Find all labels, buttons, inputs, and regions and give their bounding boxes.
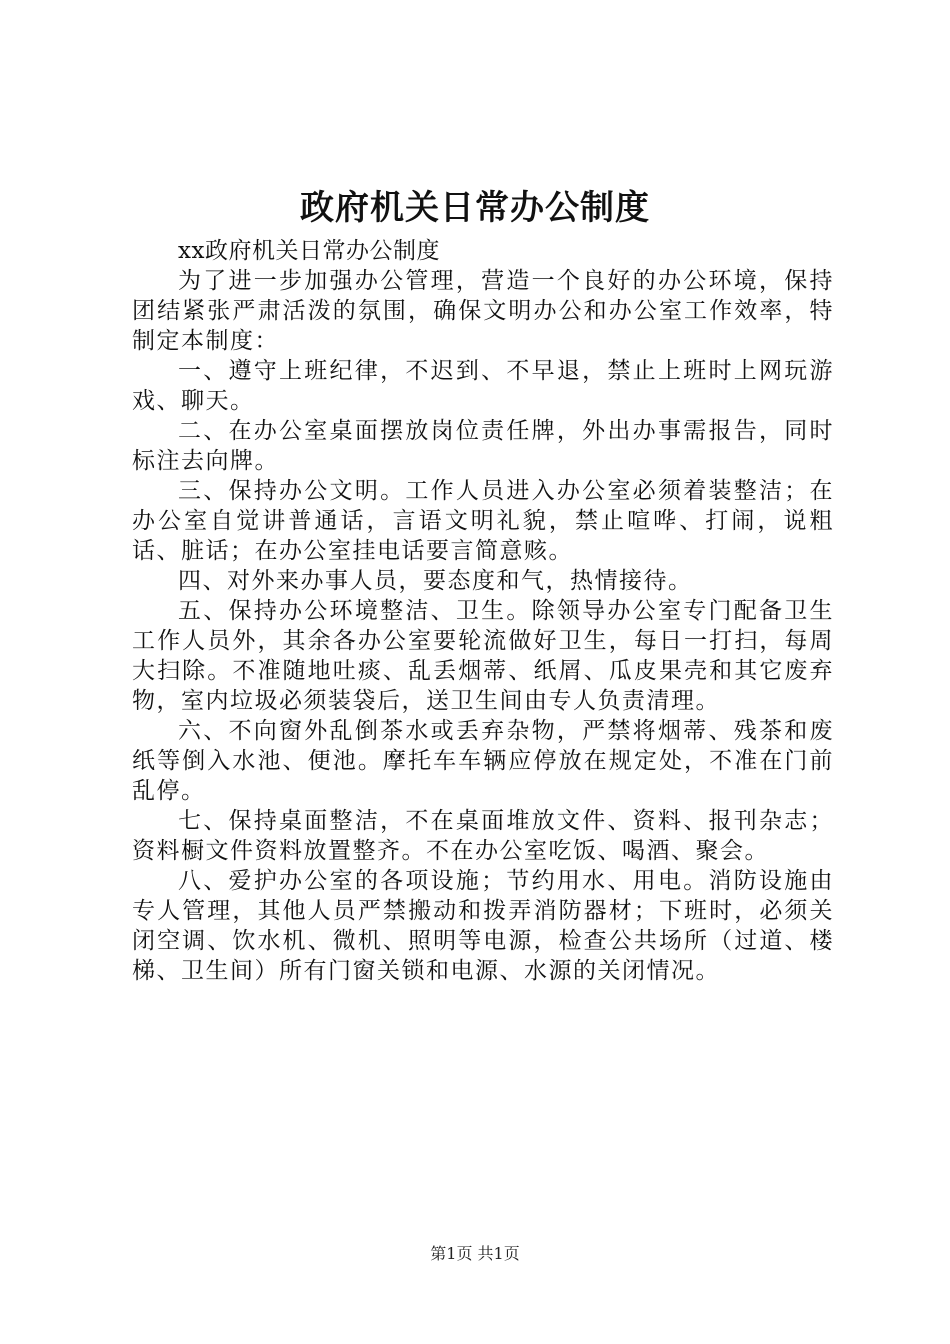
page-footer: 第1页 共1页 — [430, 1244, 520, 1263]
rule-paragraph-8: 八、爱护办公室的各项设施；节约用水、用电。消防设施由专人管理，其他人员严禁搬动和拨弄消防器材；下班时，必须关闭空调、饮水机、微机、照明等电源，检查公共场所（过道、楼梯、卫生间）所有门窗关锁和电源、水源的关闭情况。 — [132, 868, 834, 984]
rule-paragraph-4: 四、对外来办事人员，要态度和气，热情接待。 — [178, 568, 693, 594]
rule-paragraph-1: 一、遵守上班纪律，不迟到、不早退，禁止上班时上网玩游戏、聊天。 — [132, 358, 834, 414]
rule-paragraph-3: 三、保持办公文明。工作人员进入办公室必须着装整洁；在办公室自觉讲普通话，言语文明礼貌，禁止喧哗、打闹，说粗话、脏话；在办公室挂电话要言简意赅。 — [132, 478, 834, 564]
rule-paragraph-6: 六、不向窗外乱倒茶水或丢弃杂物，严禁将烟蒂、残茶和废纸等倒入水池、便池。摩托车车辆应停放在规定处，不准在门前乱停。 — [132, 718, 834, 804]
document-subtitle: xx政府机关日常办公制度 — [178, 238, 440, 264]
document-body — [132, 236, 834, 986]
rule-paragraph-5: 五、保持办公环境整洁、卫生。除领导办公室专门配备卫生工作人员外，其余各办公室要轮流做好卫生，每日一打扫，每周大扫除。不准随地吐痰、乱丢烟蒂、纸屑、瓜皮果壳和其它废弃物，室内垃圾必须装袋后，送卫生间由专人负责清理。 — [132, 598, 834, 714]
rule-paragraph-7: 七、保持桌面整洁，不在桌面堆放文件、资料、报刊杂志；资料橱文件资料放置整齐。不在办公室吃饭、喝酒、聚会。 — [132, 808, 834, 864]
rule-paragraph-2: 二、在办公室桌面摆放岗位责任牌，外出办事需报告，同时标注去向牌。 — [132, 418, 834, 474]
document-title: 政府机关日常办公制度 — [300, 188, 650, 228]
intro-paragraph: 为了进一步加强办公管理，营造一个良好的办公环境，保持团结紧张严肃活泼的氛围，确保文明办公和办公室工作效率，特制定本制度： — [132, 268, 834, 354]
